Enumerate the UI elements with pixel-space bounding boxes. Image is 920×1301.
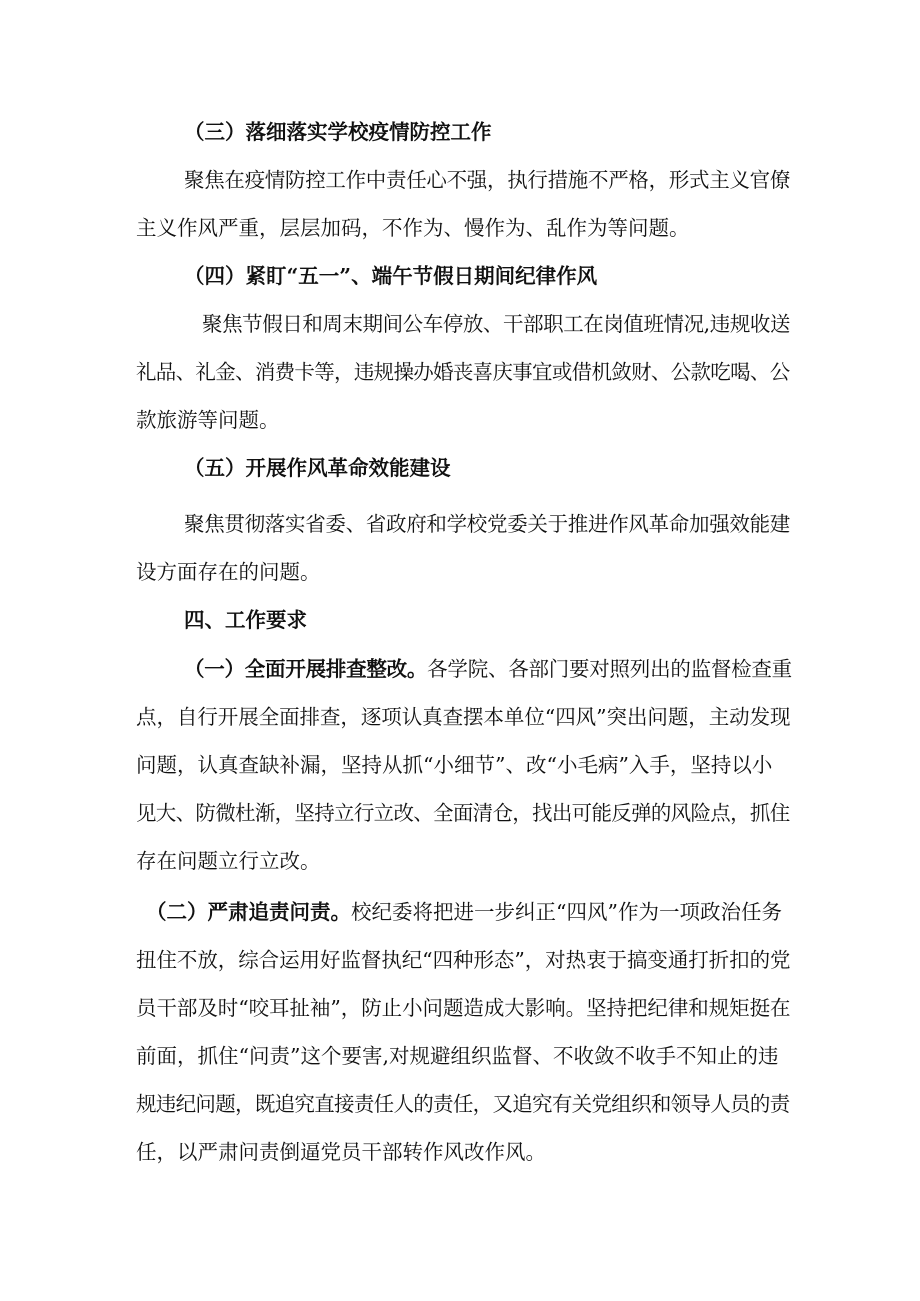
requirement-2-line-1 — [146, 898, 782, 926]
section-3-body-line-1: 聚焦在疫情防控工作中责任心不强，执行措施不严格，形式主义官僚 — [184, 168, 790, 192]
section-4-body-line-3: 款旅游等问题。 — [136, 408, 280, 432]
requirement-1-lead: （一）全面开展排查整改。 — [184, 657, 428, 681]
section-3-heading: （三）落细落实学校疫情防控工作 — [184, 120, 492, 144]
requirement-2-text-start: 校纪委将把进一步纠正“四风”作为一项政治任务 — [351, 900, 782, 924]
requirement-2-line-6: 任，以严肃问责倒逼党员干部转作风改作风。 — [136, 1140, 546, 1164]
section-4-heading: （四）紧盯“五一”、端午节假日期间纪律作风 — [184, 264, 598, 288]
requirement-1-line-4: 见大、防微杜渐，坚持立行立改、全面清仓，找出可能反弹的风险点，抓住 — [136, 801, 790, 825]
section-3-body-line-2: 主义作风严重，层层加码，不作为、慢作为、乱作为等问题。 — [136, 216, 690, 240]
section-5-heading: （五）开展作风革命效能建设 — [184, 456, 451, 480]
requirement-2-line-5: 规违纪问题，既追究直接责任人的责任，又追究有关党组织和领导人员的责 — [136, 1092, 790, 1116]
section-5-body-line-1: 聚焦贯彻落实省委、省政府和学校党委关于推进作风革命加强效能建 — [184, 512, 790, 536]
requirement-1-line-1 — [184, 655, 792, 683]
requirement-2-lead: （二）严肃追责问责。 — [146, 900, 351, 924]
section-4-body-line-2: 礼品、礼金、消费卡等，违规操办婚丧喜庆事宜或借机敛财、公款吃喝、公 — [136, 360, 790, 384]
section-5-body-line-2: 设方面存在的问题。 — [136, 560, 321, 584]
work-requirements-title: 四、工作要求 — [184, 608, 307, 632]
requirement-1-line-5: 存在问题立行立改。 — [136, 849, 321, 873]
requirement-2-line-2: 扭住不放，综合运用好监督执纪“四种形态”，对热衷于搞变通打折扣的党 — [136, 948, 791, 972]
requirement-1-text-start: 各学院、各部门要对照列出的监督检查重 — [427, 657, 792, 681]
section-4-body-line-1: 聚焦节假日和周末期间公车停放、干部职工在岗值班情况,违规收送 — [202, 312, 791, 336]
requirement-2-line-3: 员干部及时“咬耳扯袖”，防止小问题造成大影响。坚持把纪律和规矩挺在 — [136, 996, 791, 1020]
requirement-2-line-4: 前面，抓住“问责”这个要害,对规避组织监督、不收敛不收手不知止的违 — [136, 1044, 779, 1068]
requirement-1-line-2: 点，自行开展全面排查，逐项认真查摆本单位“四风”突出问题，主动发现 — [136, 705, 791, 729]
requirement-1-line-3: 问题，认真查缺补漏，坚持从抓“小细节”、改“小毛病”入手，坚持以小 — [136, 753, 773, 777]
